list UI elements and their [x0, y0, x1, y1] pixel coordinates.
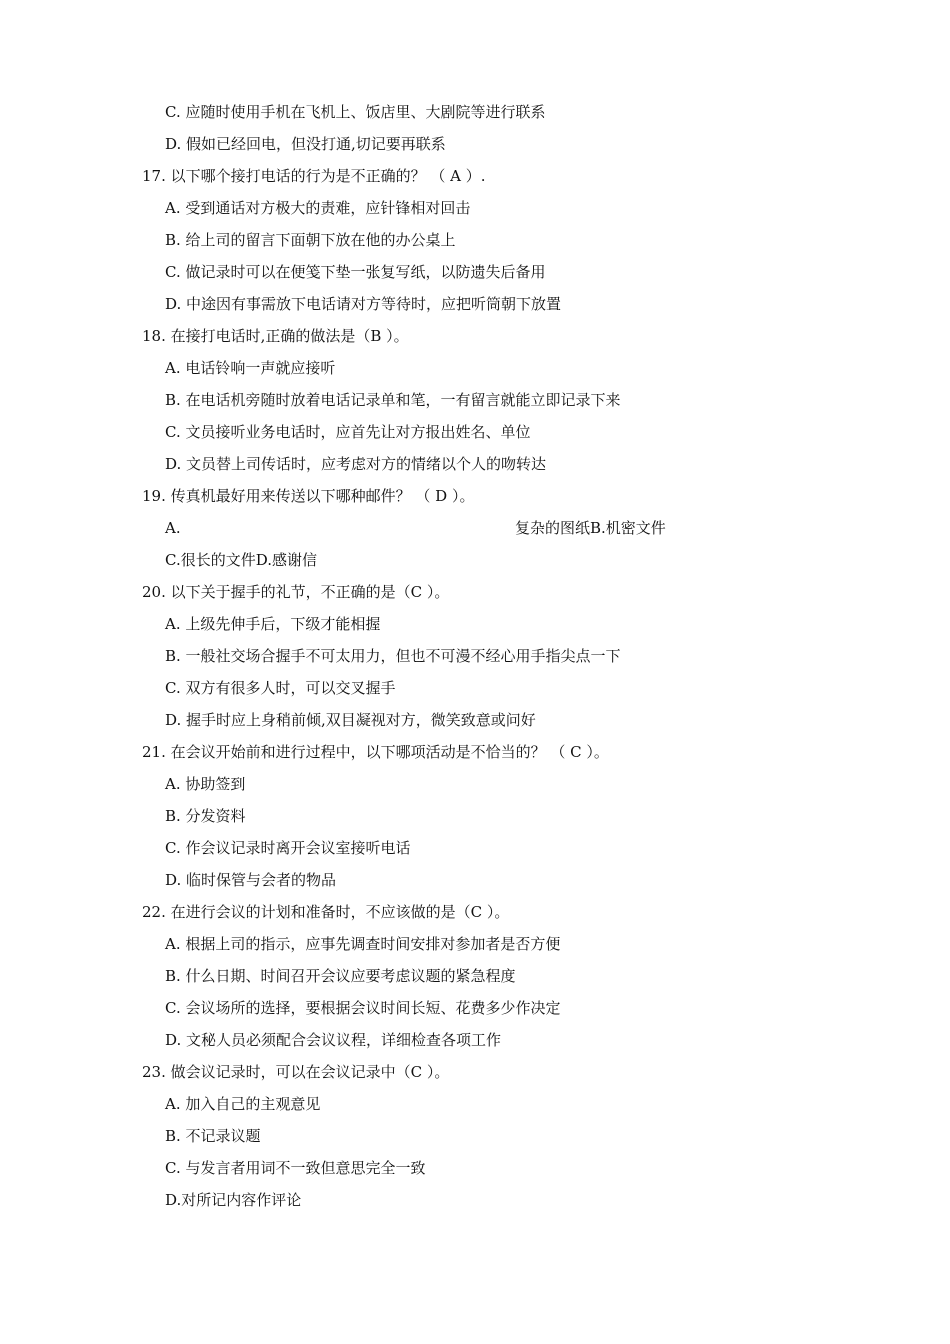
option-line: D. 握手时应上身稍前倾,双目凝视对方，微笑致意或问好: [165, 711, 536, 729]
option-line: B. 什么日期、时间召开会议应要考虑议题的紧急程度: [165, 967, 516, 985]
option-line: B. 一般社交场合握手不可太用力，但也不可漫不经心用手指尖点一下: [165, 647, 621, 665]
option-line: B. 在电话机旁随时放着电话记录单和笔，一有留言就能立即记录下来: [165, 391, 621, 409]
option-line: A. 协助签到: [165, 775, 246, 793]
option-line: C.很长的文件D.感谢信: [165, 551, 317, 569]
option-line: C. 会议场所的选择，要根据会议时间长短、花费多少作决定: [165, 999, 561, 1017]
option-line: A.: [165, 519, 181, 537]
option-line: C. 应随时使用手机在飞机上、饭店里、大剧院等进行联系: [165, 103, 546, 121]
question-line: 19. 传真机最好用来传送以下哪种邮件？ （ D ）。: [142, 487, 475, 505]
option-line-right: 复杂的图纸B.机密文件: [515, 519, 666, 537]
question-line: 17. 以下哪个接打电话的行为是不正确的？ （ A ）.: [142, 167, 486, 185]
question-line: 18. 在接打电话时,正确的做法是（B ）。: [142, 327, 409, 345]
option-line: D. 中途因有事需放下电话请对方等待时，应把听筒朝下放置: [165, 295, 562, 313]
option-line: B. 给上司的留言下面朝下放在他的办公桌上: [165, 231, 456, 249]
option-line: C. 做记录时可以在便笺下垫一张复写纸，以防遗失后备用: [165, 263, 546, 281]
question-line: 20. 以下关于握手的礼节，不正确的是（C ）。: [142, 583, 450, 601]
option-line: B. 分发资料: [165, 807, 246, 825]
option-line: D. 文秘人员必须配合会议议程，详细检查各项工作: [165, 1031, 502, 1049]
question-line: 22. 在进行会议的计划和准备时，不应该做的是（C ）。: [142, 903, 510, 921]
option-line: D. 文员替上司传话时，应考虑对方的情绪以个人的吻转达: [165, 455, 547, 473]
option-line: D. 临时保管与会者的物品: [165, 871, 337, 889]
option-line: A. 加入自己的主观意见: [165, 1095, 321, 1113]
option-line: C. 作会议记录时离开会议室接听电话: [165, 839, 411, 857]
option-line: D. 假如已经回电，但没打通,切记要再联系: [165, 135, 446, 153]
option-line: D.对所记内容作评论: [165, 1191, 302, 1209]
option-line: C. 文员接听业务电话时，应首先让对方报出姓名、单位: [165, 423, 531, 441]
option-line: C. 双方有很多人时，可以交叉握手: [165, 679, 396, 697]
option-line: A. 根据上司的指示，应事先调查时间安排对参加者是否方便: [165, 935, 561, 953]
option-line: A. 上级先伸手后，下级才能相握: [165, 615, 381, 633]
option-line: A. 受到通话对方极大的责难，应针锋相对回击: [165, 199, 471, 217]
question-line: 21. 在会议开始前和进行过程中，以下哪项活动是不恰当的？ （ C ）。: [142, 743, 609, 761]
question-line: 23. 做会议记录时，可以在会议记录中（C ）。: [142, 1063, 450, 1081]
option-line: C. 与发言者用词不一致但意思完全一致: [165, 1159, 426, 1177]
option-line: B. 不记录议题: [165, 1127, 261, 1145]
option-line: A. 电话铃响一声就应接听: [165, 359, 336, 377]
